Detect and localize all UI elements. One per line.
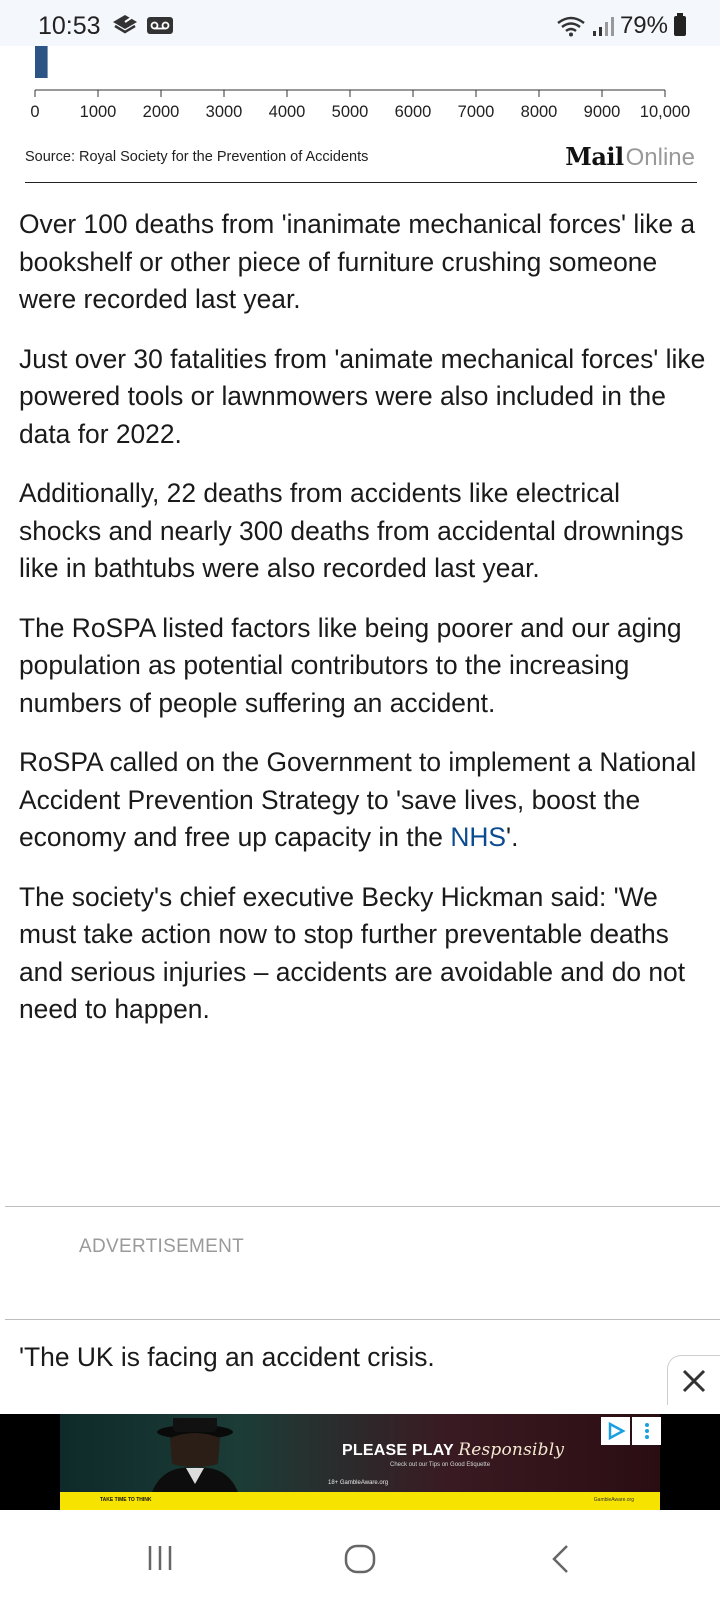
- chart-source: Source: Royal Society for the Prevention of Accidents: [25, 149, 369, 165]
- chart-tick-label: 4000: [268, 103, 306, 121]
- article-next-line: 'The UK is facing an accident crisis.: [19, 1342, 435, 1372]
- article-paragraph: Just over 30 fatalities from 'animate mechanical forces' like powered tools or lawnmowers were also included in the data for 2022.: [19, 343, 706, 449]
- battery-percent: 79%: [619, 12, 668, 39]
- banner-strip-right: GambleAware.org: [593, 1497, 634, 1503]
- battery-icon: [674, 16, 686, 36]
- chart-bar: [35, 46, 48, 78]
- chart-divider: [25, 182, 697, 183]
- stack-app-icon: [112, 14, 138, 36]
- article-paragraph-nhs: [19, 744, 709, 857]
- brand-mail: Mail: [565, 142, 624, 171]
- man-in-hat-image: [140, 1418, 250, 1498]
- mailonline-logo: [565, 142, 695, 172]
- wifi-icon: [556, 15, 586, 37]
- article-paragraph: Additionally, 22 deaths from accidents like electrical shocks and nearly 300 deaths from accidental drownings like in bathtubs were also recorded last year.: [19, 478, 684, 583]
- chart-tick-label: 1000: [79, 103, 117, 121]
- article-paragraph: The RoSPA listed factors like being poorer and our aging population as potential contributors to the increasing numbers of people suffering an accident.: [19, 612, 682, 718]
- chart-tick-label: 5000: [331, 103, 369, 121]
- chart-tick-label: 9000: [583, 103, 621, 121]
- banner-headline-script: Responsibly: [458, 1440, 565, 1460]
- banner-headline-main: PLEASE PLAY: [342, 1442, 454, 1459]
- banner-yellow-strip: [60, 1492, 660, 1510]
- home-icon[interactable]: [344, 1544, 376, 1574]
- chart-tick-label: 2000: [142, 103, 180, 121]
- status-bar: [0, 0, 720, 46]
- chart-axis: [0, 46, 720, 156]
- chart-tick-label: 8000: [520, 103, 558, 121]
- back-icon[interactable]: [550, 1544, 570, 1574]
- ad-divider-bottom: [5, 1319, 720, 1320]
- article-paragraph: Over 100 deaths from 'inanimate mechanical forces' like a bookshelf or other piece of furniture crushing someone were recorded last year.: [19, 209, 696, 314]
- banner-site: 18+ GambleAware.org: [328, 1480, 389, 1486]
- banner-ad-creative[interactable]: [60, 1414, 660, 1510]
- voicemail-icon: [146, 14, 174, 36]
- status-right: [556, 12, 686, 40]
- recent-apps-icon[interactable]: [146, 1544, 174, 1572]
- banner-strip-left: TAKE TIME TO THINK: [100, 1497, 152, 1503]
- ad-divider-top: [5, 1206, 720, 1207]
- ad-choices-icon[interactable]: [601, 1417, 630, 1445]
- status-time: 10:53: [38, 12, 101, 40]
- article-paragraph-quote: The society's chief executive Becky Hickman said: 'We must take action now to stop further preventable deaths and serious injuries – accidents are avoidable and do not need to happen.: [19, 881, 686, 1024]
- chart-tick-label: 7000: [457, 103, 495, 121]
- nhs-link[interactable]: NHS: [450, 822, 507, 852]
- signal-icon: [592, 15, 614, 37]
- chart-tick-label: 0: [30, 103, 40, 121]
- advertisement-label: ADVERTISEMENT: [79, 1236, 245, 1257]
- chart-tick-label: 6000: [394, 103, 432, 121]
- article-body: [19, 206, 709, 1051]
- banner-headline: [342, 1440, 564, 1460]
- brand-online: Online: [625, 144, 695, 171]
- ad-options-icon[interactable]: [632, 1417, 661, 1445]
- close-ad-button[interactable]: [667, 1355, 720, 1405]
- ad-choices[interactable]: [601, 1417, 661, 1445]
- chart-tick-label: 3000: [205, 103, 243, 121]
- banner-subline: Check out our Tips on Good Etiquette: [390, 1462, 491, 1468]
- status-left-icons: [112, 14, 174, 36]
- chart-tick-label: 10,000: [639, 103, 691, 121]
- nhs-para-after: '.: [506, 822, 519, 852]
- close-icon: [681, 1368, 707, 1394]
- nhs-para-before: RoSPA called on the Government to implement a National Accident Prevention Strategy to 'save lives, boost the economy and free up capacity in the: [19, 747, 697, 852]
- system-navigation-bar: [0, 1510, 720, 1600]
